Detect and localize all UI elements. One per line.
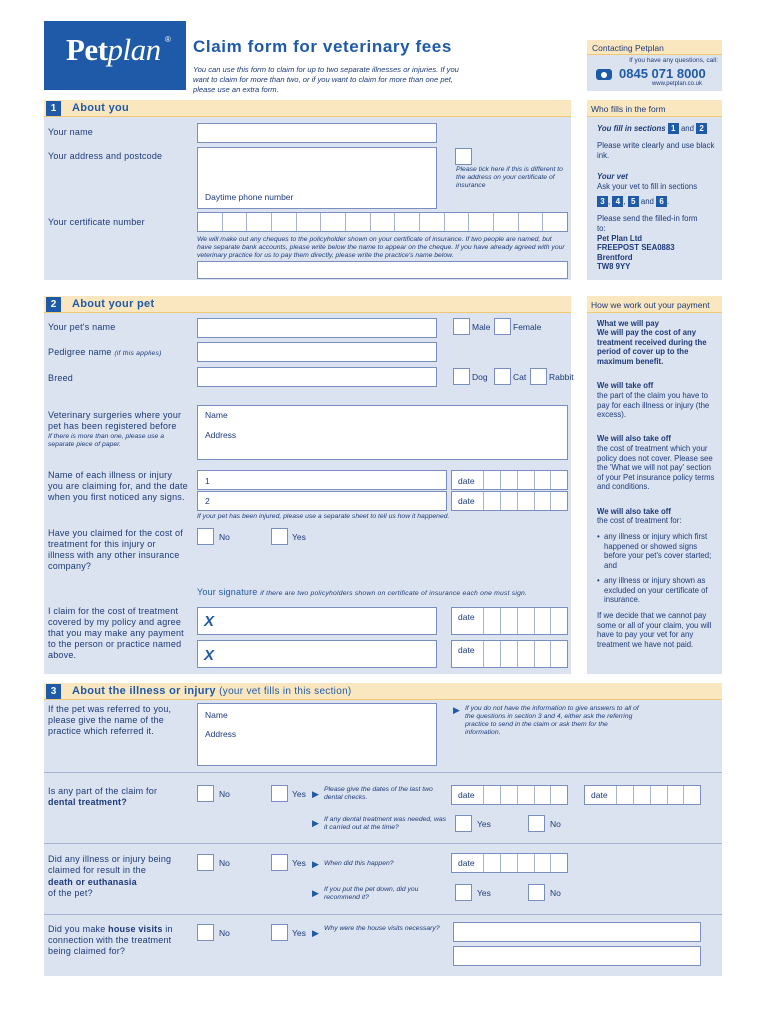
section3-title-sub: (your vet fills in this section) — [219, 686, 352, 697]
illness-2-number: 2 — [205, 496, 210, 506]
who-section-6: 6 — [656, 196, 667, 207]
how-p2-head: We will take off — [597, 381, 654, 390]
other-claim-no-label: No — [219, 532, 230, 542]
how-p1-body: We will pay the cost of any treatment received during the period of cover up to the maximum benefit. — [597, 328, 707, 366]
why-note: Why were the house visits necessary? — [324, 925, 440, 932]
referring-address-label: Address — [205, 729, 237, 739]
signature-1-x: X — [204, 613, 215, 630]
how-p5: If we decide that we cannot pay some or all of your claim, you will have to pay your vet for any treatment we have not paid. — [597, 611, 712, 649]
who-section-5: 5 — [628, 196, 639, 207]
referred-label: If the pet was referred to you, please give the name of the practice which referred it. — [48, 704, 172, 736]
who-ask-vet: Ask your vet to fill in sections — [597, 182, 698, 191]
arrow-icon: ▶ — [312, 928, 319, 938]
signature-2-x: X — [204, 647, 215, 664]
form-subtitle: You can use this form to claim for up to two separate illnesses or injuries. If you want to claim for more than two, or if you want to claim for more than one pet, please use an extra form. — [193, 65, 459, 94]
death-label-c: of the pet? — [48, 888, 93, 898]
section3-title — [72, 685, 352, 697]
male-checkbox[interactable] — [453, 318, 470, 335]
how-title: How we work out your payment — [591, 300, 710, 310]
death-no-label: No — [219, 858, 230, 868]
section3-number: 3 — [46, 684, 61, 699]
who-send: Please send the filled-in form to: — [597, 214, 698, 233]
death-label-b: death or euthanasia — [48, 877, 137, 887]
who-address-3: Brentford — [597, 253, 633, 262]
dental-date-1-label: date — [458, 790, 475, 800]
who-vet-sections — [597, 196, 669, 207]
who-comma: , — [608, 197, 611, 206]
who-dot: . — [667, 197, 670, 206]
arrow-icon: ▶ — [312, 789, 319, 799]
pedigree-field[interactable] — [197, 342, 437, 362]
when-note: When did this happen? — [324, 860, 394, 867]
logo-wordmark — [66, 32, 161, 68]
dental-yes-label: Yes — [292, 789, 306, 799]
surgeries-field[interactable] — [197, 405, 568, 460]
contact-web: www.petplan.co.uk — [651, 81, 702, 87]
female-checkbox[interactable] — [494, 318, 511, 335]
arrow-icon: ▶ — [312, 859, 319, 869]
who-and-2: and — [640, 197, 654, 206]
signature-2-date-label: date — [458, 645, 475, 655]
recommend-no-checkbox[interactable] — [528, 884, 545, 901]
contact-phone: 0845 071 8000 — [619, 66, 706, 81]
recommend-yes-checkbox[interactable] — [455, 884, 472, 901]
female-label: Female — [513, 322, 542, 332]
section3-divider-1 — [44, 772, 722, 773]
why-field-1[interactable] — [453, 922, 701, 942]
signature-text: Your signature — [197, 587, 258, 597]
illness-1-number: 1 — [205, 476, 210, 486]
house-visits-b: house visits — [108, 924, 163, 934]
section3-divider-2 — [44, 843, 722, 844]
contact-note: If you have any questions, call: — [629, 57, 718, 64]
who-section-1: 1 — [668, 123, 679, 134]
surgery-name-label: Name — [205, 410, 228, 420]
who-clear: Please write clearly and use black ink. — [597, 141, 715, 160]
who-and: and — [680, 124, 694, 133]
rabbit-label: Rabbit — [549, 372, 574, 382]
section3-title-main: About the illness or injury — [72, 685, 216, 697]
how-p3-head: We will also take off — [597, 434, 671, 443]
dental-label-b: dental treatment? — [48, 797, 127, 807]
other-claim-yes-checkbox[interactable] — [271, 528, 288, 545]
who-section-2: 2 — [696, 123, 707, 134]
rabbit-checkbox[interactable] — [530, 368, 547, 385]
who-address-4: TW8 9YY — [597, 262, 631, 271]
arrow-icon: ▶ — [312, 818, 319, 828]
how-p3-body: the cost of treatment which your policy does not cover. Please see the 'What we will not pay' section of your Pet insurance policy terms and conditions. — [597, 444, 715, 492]
pedigree-note: (if this applies) — [114, 350, 162, 357]
phone-label: Daytime phone number — [205, 192, 294, 202]
surgery-address-label: Address — [205, 430, 237, 440]
injury-note: If your pet has been injured, please use a separate sheet to tell us how it happened. — [197, 513, 450, 520]
pet-name-label: Your pet's name — [48, 322, 116, 332]
cat-checkbox[interactable] — [494, 368, 511, 385]
who-you-fill — [597, 123, 707, 134]
pet-name-field[interactable] — [197, 318, 437, 338]
dental-needed-no-checkbox[interactable] — [528, 815, 545, 832]
section2-title: About your pet — [72, 298, 155, 310]
arrow-icon: ▶ — [312, 888, 319, 898]
illness-label: Name of each illness or injury you are claiming for, and the date when you first noticed any signs. — [48, 470, 188, 502]
how-p1-head: What we will pay — [597, 319, 659, 328]
how-bullet-1: any illness or injury which first happened or showed signs before your pet's cover started; and — [604, 532, 712, 570]
recommend-note: If you put the pet down, did you recommend it? — [324, 886, 419, 901]
certificate-label: Your certificate number — [48, 217, 145, 227]
other-claim-yes-label: Yes — [292, 532, 306, 542]
house-visits-label — [48, 924, 188, 957]
signature-2-field[interactable] — [197, 640, 437, 668]
signature-1-field[interactable] — [197, 607, 437, 635]
signature-label — [197, 587, 527, 598]
death-yes-label: Yes — [292, 858, 306, 868]
form-title: Claim form for veterinary fees — [193, 37, 452, 56]
illness-1-field[interactable] — [197, 470, 447, 490]
dental-needed-note: If any dental treatment was needed, was it carried out at the time? — [324, 816, 447, 831]
dog-checkbox[interactable] — [453, 368, 470, 385]
illness-2-date-label: date — [458, 496, 475, 506]
contact-panel — [587, 40, 722, 91]
how-bullet-2: any illness or injury shown as excluded on your certificate of insurance. — [604, 576, 708, 605]
referred-note: If you do not have the information to give answers to all of the questions in section 3 and 4, either ask the referring practice to send in the claim or ask them for the information. — [465, 705, 639, 736]
section1-number: 1 — [46, 101, 61, 116]
dental-label-a: Is any part of the claim for — [48, 786, 158, 796]
house-no-checkbox[interactable] — [197, 924, 214, 941]
dental-no-label: No — [219, 789, 230, 799]
who-address-2: FREEPOST SEA0883 — [597, 243, 675, 252]
declaration-text: I claim for the cost of treatment covered by my policy and agree that you may make any payment to the person or practice named above. — [48, 606, 184, 660]
house-no-label: No — [219, 928, 230, 938]
petplan-logo — [44, 21, 186, 90]
address-label: Your address and postcode — [48, 151, 163, 161]
death-label-a: Did any illness or injury being claimed for result in the — [48, 854, 172, 875]
certificate-number-field[interactable] — [197, 212, 568, 232]
how-p2-body: the part of the claim you have to pay for each illness or injury (the excess). — [597, 391, 710, 420]
signature-1-date-label: date — [458, 612, 475, 622]
arrow-icon: ▶ — [453, 705, 460, 715]
cheque-note: We will make out any cheques to the policyholder shown on your certificate of insurance. If two people are named, but have separate bank accounts, please write below the name to appear on the cheque. If you have already agreed with your veterinary practice for us to pay them directly, please write the practice's name below. — [197, 236, 565, 259]
dental-needed-no-label: No — [550, 819, 561, 829]
breed-label: Breed — [48, 373, 74, 383]
cat-label: Cat — [513, 372, 527, 382]
pedigree-label — [48, 347, 162, 358]
other-claim-no-checkbox[interactable] — [197, 528, 214, 545]
house-yes-label: Yes — [292, 928, 306, 938]
logo-registered: ® — [165, 35, 171, 44]
who-section-4: 4 — [612, 196, 623, 207]
dog-label: Dog — [472, 372, 488, 382]
dental-needed-yes-label: Yes — [477, 819, 491, 829]
logo-plan: plan — [107, 32, 161, 67]
illness-1-date-label: date — [458, 476, 475, 486]
other-claim-label: Have you claimed for the cost of treatment for this injury or illness with any other insurance company? — [48, 528, 183, 571]
referring-name-label: Name — [205, 710, 228, 720]
you-fill-label: You fill in sections — [597, 124, 666, 133]
who-title: Who fills in the form — [591, 104, 666, 114]
your-name-label: Your name — [48, 127, 93, 137]
dental-no-checkbox[interactable] — [197, 785, 214, 802]
dental-yes-checkbox[interactable] — [271, 785, 288, 802]
house-visits-a: Did you make — [48, 924, 106, 934]
recommend-yes-label: Yes — [477, 888, 491, 898]
recommend-no-label: No — [550, 888, 561, 898]
contact-title: Contacting Petplan — [592, 43, 664, 53]
breed-field[interactable] — [197, 367, 437, 387]
surgeries-label: Veterinary surgeries where your pet has been registered before — [48, 410, 182, 431]
why-field-2[interactable] — [453, 946, 701, 966]
who-comma-2: , — [623, 197, 626, 206]
pedigree-text: Pedigree name — [48, 347, 112, 357]
signature-note: if there are two policyholders shown on certificate of insurance each one must sign. — [260, 590, 528, 597]
male-label: Male — [472, 322, 491, 332]
telephone-icon — [595, 67, 613, 81]
death-date-label: date — [458, 858, 475, 868]
cheque-name-field[interactable] — [197, 261, 568, 279]
who-address-1: Pet Plan Ltd — [597, 234, 643, 243]
section3-divider-3 — [44, 914, 722, 915]
dental-needed-yes-checkbox[interactable] — [455, 815, 472, 832]
section1-title: About you — [72, 102, 130, 114]
house-yes-checkbox[interactable] — [271, 924, 288, 941]
death-yes-checkbox[interactable] — [271, 854, 288, 871]
how-p4-head: We will also take off — [597, 507, 671, 516]
dental-date-2-label: date — [591, 790, 608, 800]
illness-2-field[interactable] — [197, 491, 447, 511]
section2-number: 2 — [46, 297, 61, 312]
how-p4-body: the cost of treatment for: — [597, 516, 682, 525]
address-tick-note: Please tick here if this is different to the address on your certificate of insurance — [456, 166, 563, 189]
logo-pet: Pet — [66, 32, 108, 67]
house-visits-c: in connection with the treatment being claimed for? — [48, 924, 173, 956]
death-no-checkbox[interactable] — [197, 854, 214, 871]
surgeries-note: If there is more than one, please use a separate piece of paper. — [48, 433, 164, 448]
dental-dates-note: Please give the dates of the last two dental checks. — [324, 786, 433, 801]
address-different-checkbox[interactable] — [455, 148, 472, 165]
who-section-3: 3 — [597, 196, 608, 207]
who-vet: Your vet — [597, 172, 628, 181]
your-name-field[interactable] — [197, 123, 437, 143]
